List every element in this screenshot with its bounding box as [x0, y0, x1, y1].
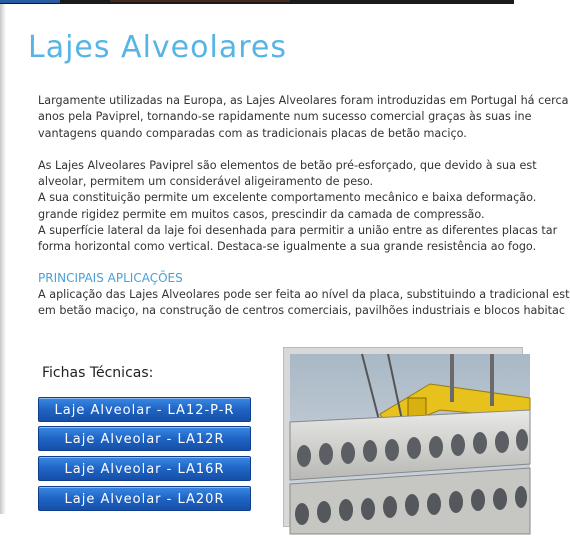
description-line: A superfície lateral da laje foi desenhada para permitir a união entre as diferentes placas tar — [38, 224, 558, 238]
intro-line: anos pela Paviprel, tornando-se rapidamente num sucesso comercial graças às suas ine — [38, 110, 532, 124]
top-bar-accent — [0, 0, 60, 3]
content-area — [38, 93, 570, 326]
ficha-button-la16r[interactable]: Laje Alveolar - LA16R — [38, 456, 251, 481]
fichas-title: Fichas Técnicas: — [42, 365, 154, 381]
description-line: forma horizontal como vertical. Destaca-se igualmente a sua grande resistência ao fogo. — [38, 240, 537, 254]
intro-line: Largamente utilizadas na Europa, as Lajes Alveolares foram introduzidas em Portugal há cerca — [38, 94, 569, 107]
top-bar-accent-2 — [110, 0, 290, 2]
description-line: As Lajes Alveolares Paviprel são elementos de betão pré-esforçado, que devido à sua est — [38, 158, 537, 172]
intro-line: vantagens quando comparadas com as tradicionais placas de betão maciço. — [38, 126, 467, 140]
ficha-button-la12r[interactable]: Laje Alveolar - LA12R — [38, 426, 251, 451]
left-shadow — [0, 4, 6, 514]
ficha-button-la20r[interactable]: Laje Alveolar - LA20R — [38, 486, 251, 511]
hollow-core-slab-crane-image — [290, 354, 530, 534]
applications-heading: PRINCIPAIS APLICAÇÕES — [38, 270, 183, 285]
applications-line: A aplicação das Lajes Alveolares pode ser feita ao nível da placa, substituindo a tradicional est — [38, 287, 570, 301]
ficha-button-la12-p-r[interactable]: Laje Alveolar - LA12-P-R — [38, 397, 251, 422]
description-line: A sua constituição permite um excelente comportamento mecânico e baixa deformação. — [38, 191, 537, 205]
description-line: alveolar, permitem um considerável aligeiramento de peso. — [38, 175, 374, 189]
page-title: Lajes Alveolares — [28, 30, 287, 65]
product-photo — [283, 347, 523, 527]
description-line: grande rigidez permite em muitos casos, prescindir da camada de compressão. — [38, 207, 485, 221]
applications-line: em betão maciço, na construção de centros comerciais, pavilhões industriais e blocos habitac — [38, 304, 565, 318]
